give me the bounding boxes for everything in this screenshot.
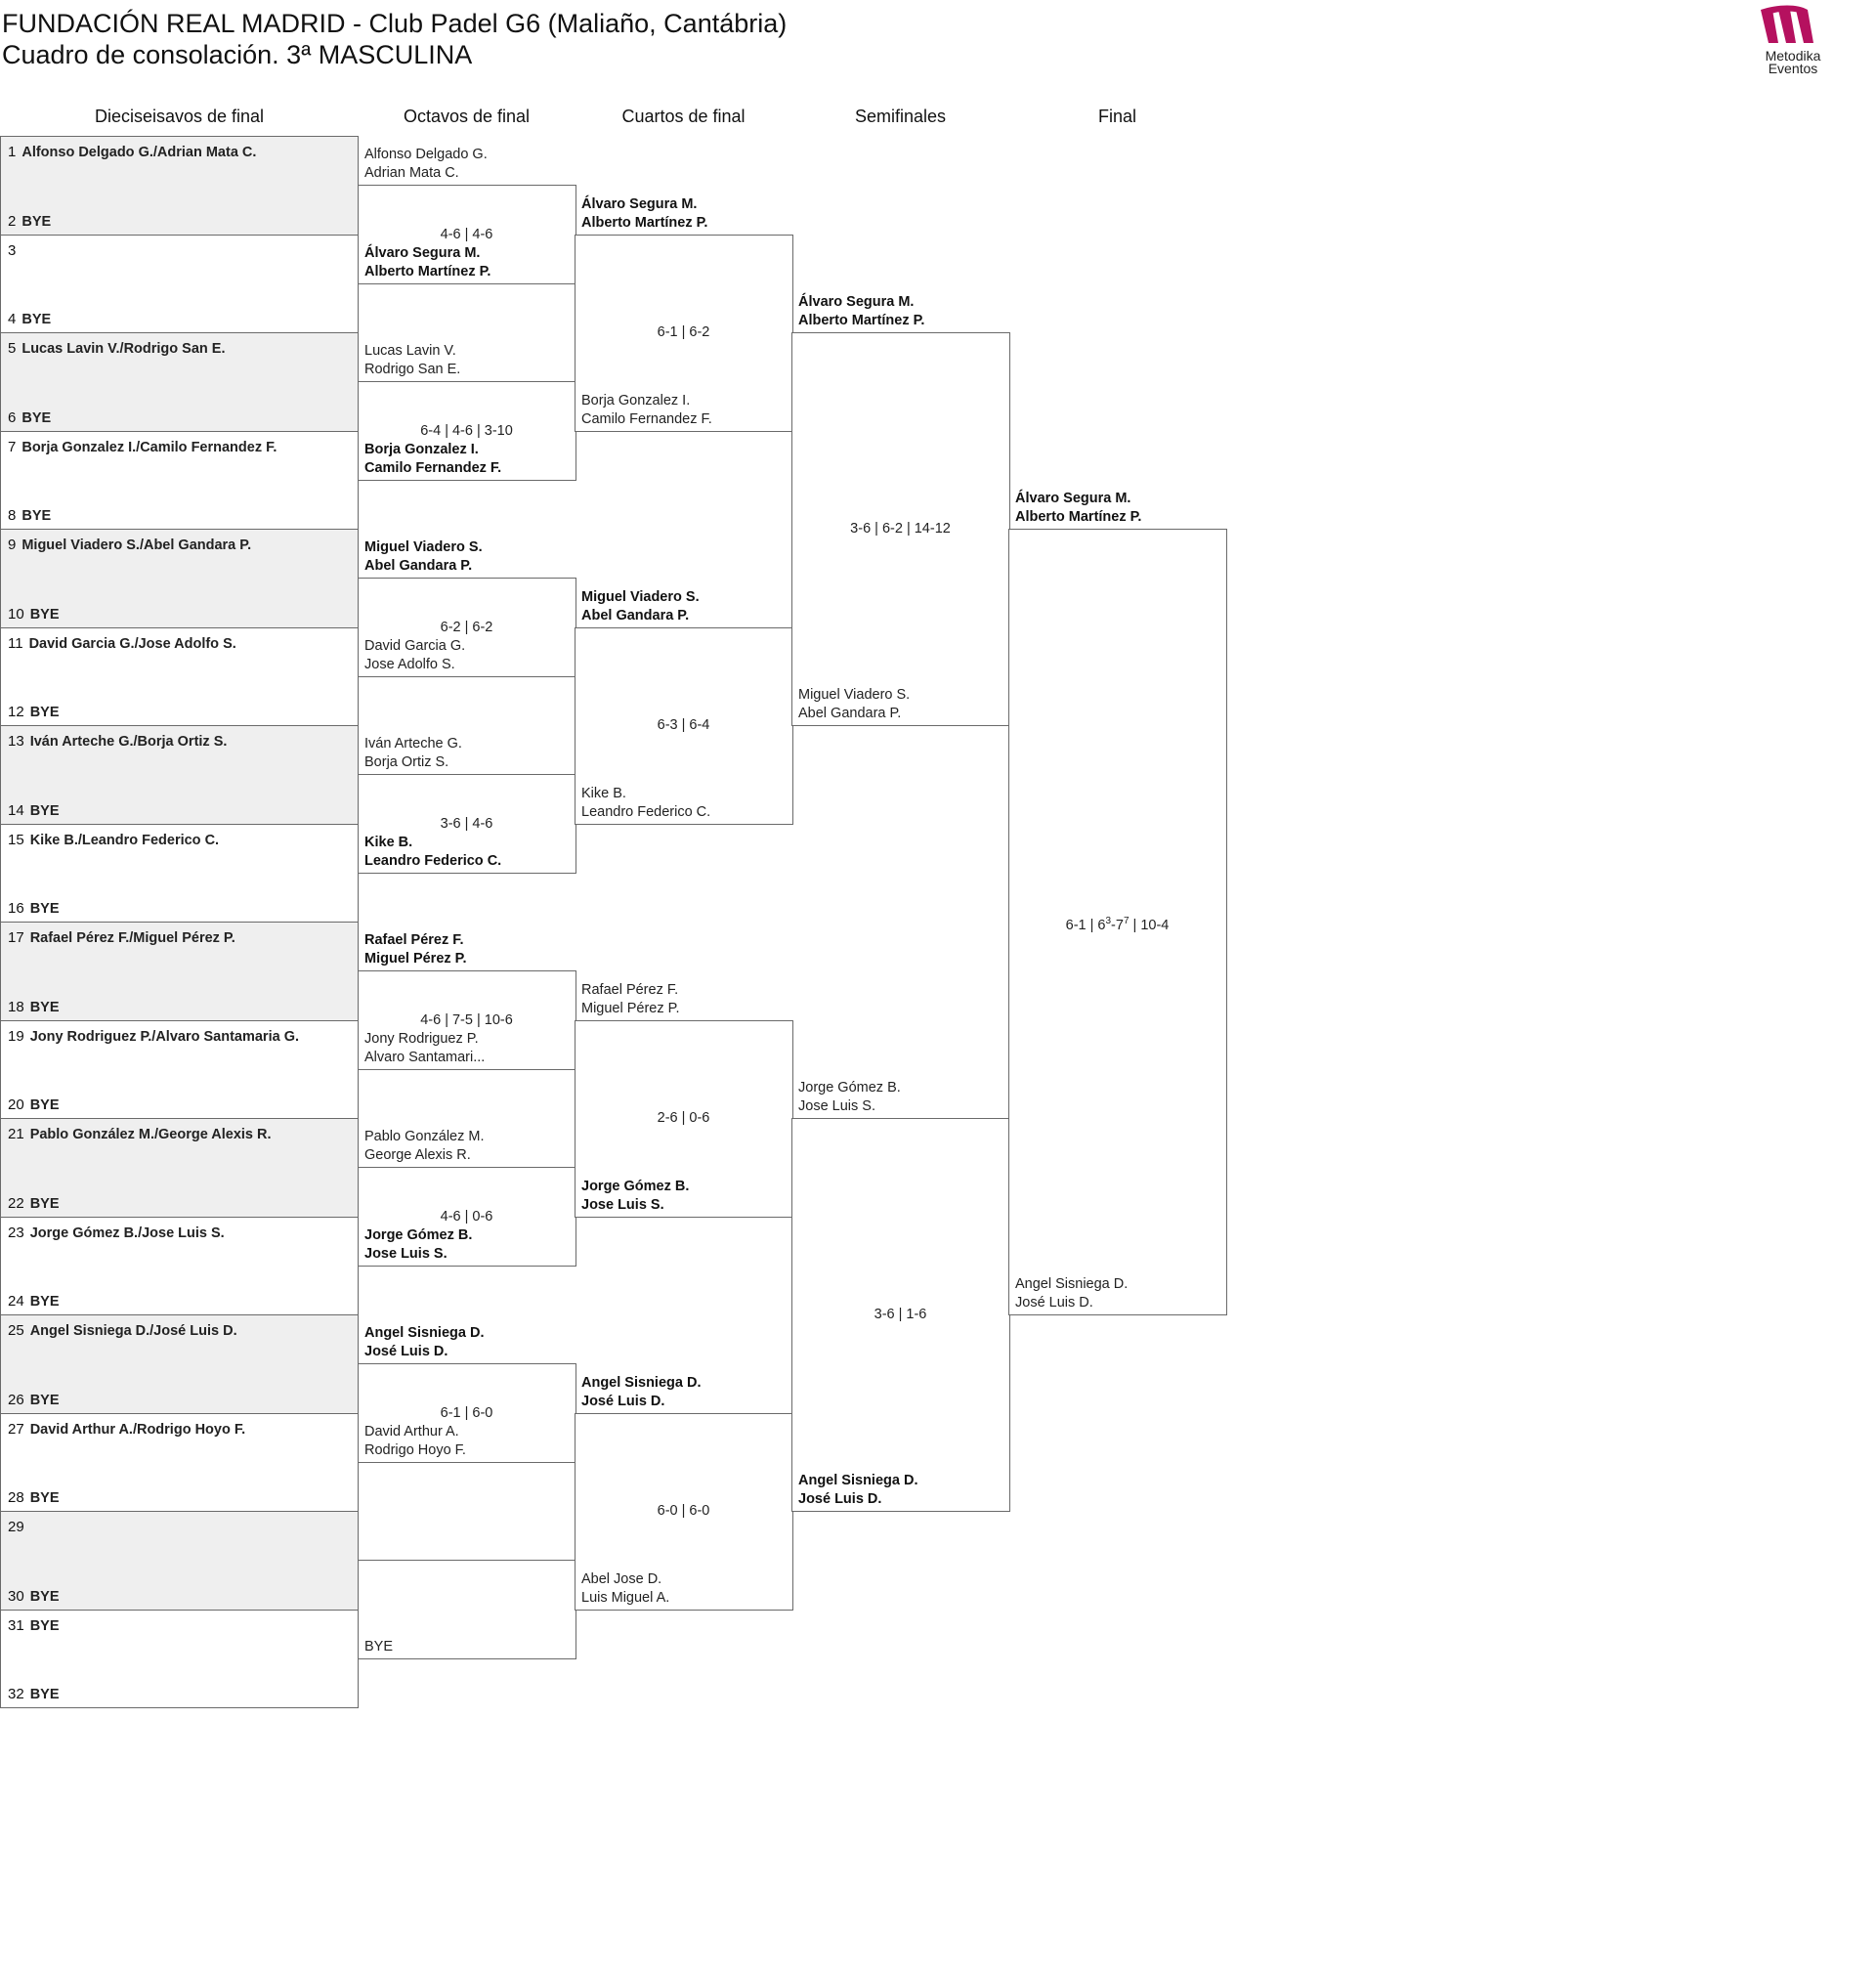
team-name — [581, 981, 679, 1018]
player-name: Abel Gandara P. — [581, 607, 690, 623]
player-name: Jose Adolfo S. — [364, 656, 455, 672]
seed-number: 14 — [8, 801, 24, 819]
player-name: Lucas Lavin V. — [364, 343, 456, 360]
player-name: Miguel Pérez P. — [581, 1000, 680, 1016]
team-name — [798, 293, 924, 330]
seed-number: 31 — [8, 1616, 24, 1634]
seed-number: 11 — [8, 634, 23, 652]
player-name: Alberto Martínez P. — [581, 214, 708, 231]
team-name — [581, 392, 712, 429]
r1-slot — [8, 1096, 60, 1114]
match-score: 6-3 | 6-4 — [657, 717, 710, 733]
r1-match — [0, 431, 359, 531]
player-name: Rafael Pérez F. — [364, 932, 464, 949]
team-name — [581, 785, 710, 822]
player-name: Abel Jose D. — [581, 1570, 662, 1587]
r1-match — [0, 1413, 359, 1513]
match-score: 4-6 | 7-5 | 10-6 — [420, 1011, 513, 1028]
r1-match — [0, 1610, 359, 1709]
seed-number: 4 — [8, 311, 17, 327]
team-name — [364, 1638, 393, 1656]
team-name: Angel Sisniega D./José Luis D. — [29, 1323, 237, 1339]
r1-slot — [8, 605, 60, 623]
r1-slot — [8, 212, 52, 231]
team-name — [364, 834, 501, 871]
page-title: FUNDACIÓN REAL MADRID - Club Padel G6 (Maliaño, Cantábria) — [2, 9, 788, 38]
r1-slot — [8, 311, 52, 328]
team-name — [581, 1374, 701, 1411]
team-name — [581, 588, 700, 625]
seed-number: 9 — [8, 537, 17, 553]
round-header-r1: Dieciseisavos de final — [94, 107, 265, 126]
team-name: BYE — [29, 1617, 60, 1634]
metodika-logo — [1739, 4, 1847, 76]
r1-match — [0, 1511, 359, 1611]
tiebreak-score: 7 — [1123, 916, 1130, 926]
player-name: Miguel Pérez P. — [364, 951, 467, 967]
player-name: Borja Ortiz S. — [364, 754, 449, 771]
tiebreak-score: 3 — [1105, 916, 1112, 926]
team-name — [364, 1128, 485, 1165]
player-name: Alberto Martínez P. — [1015, 509, 1142, 525]
team-name: Pablo González M./George Alexis R. — [29, 1127, 272, 1142]
seed-number: 25 — [8, 1322, 24, 1339]
final-score — [1008, 913, 1226, 934]
player-name: Pablo González M. — [364, 1129, 485, 1145]
team-name — [364, 441, 501, 478]
player-name: Jorge Gómez B. — [364, 1226, 473, 1243]
r1-match — [0, 235, 359, 334]
r1-slot — [8, 998, 60, 1016]
player-name: Miguel Viadero S. — [364, 539, 483, 556]
r1-slot — [8, 1027, 300, 1046]
team-name — [364, 342, 460, 379]
team-name: BYE — [21, 213, 52, 230]
r1-slot — [8, 1686, 60, 1703]
team-name — [364, 146, 488, 183]
player-name: Jose Luis S. — [798, 1098, 875, 1114]
seed-number: 32 — [8, 1686, 24, 1702]
r1-slot — [8, 1224, 225, 1242]
seed-number: 24 — [8, 1293, 24, 1310]
r1-slot — [8, 1322, 237, 1340]
seed-number: 20 — [8, 1096, 24, 1113]
team-name: BYE — [29, 1687, 60, 1702]
team-name: BYE — [29, 1588, 60, 1605]
seed-number: 30 — [8, 1587, 24, 1605]
r1-match — [0, 136, 359, 236]
r1-slot — [8, 537, 252, 554]
player-name: Angel Sisniega D. — [798, 1473, 918, 1488]
player-name: Angel Sisniega D. — [581, 1374, 702, 1391]
r1-slot — [8, 1519, 30, 1536]
r1-slot — [8, 704, 60, 721]
r1-slot — [8, 634, 236, 653]
team-name — [798, 1472, 917, 1509]
player-name: Alfonso Delgado G. — [364, 147, 488, 163]
player-name: Álvaro Segura M. — [798, 294, 915, 310]
player-name: George Alexis R. — [364, 1147, 471, 1164]
r1-slot — [8, 438, 277, 456]
r1-slot — [8, 1616, 60, 1635]
seed-number: 16 — [8, 900, 24, 917]
seed-number: 15 — [8, 831, 24, 848]
player-name: José Luis D. — [1015, 1295, 1093, 1311]
team-name — [364, 1423, 466, 1460]
player-name: José Luis D. — [798, 1491, 882, 1507]
team-name: Alfonso Delgado G./Adrian Mata C. — [21, 145, 257, 160]
seed-number: 12 — [8, 704, 24, 720]
r1-slot — [8, 507, 52, 525]
seed-number: 22 — [8, 1194, 24, 1212]
seed-number: 23 — [8, 1224, 24, 1241]
r1-match — [0, 1314, 359, 1414]
team-name: BYE — [21, 409, 52, 426]
r1-match — [0, 1118, 359, 1218]
player-name: Kike B. — [364, 834, 413, 850]
player-name: Rodrigo San E. — [364, 362, 461, 378]
team-name — [581, 1178, 689, 1215]
team-name: Kike B./Leandro Federico C. — [29, 832, 220, 848]
team-name — [364, 244, 490, 281]
player-name: Jony Rodriguez P. — [364, 1030, 479, 1047]
seed-number: 2 — [8, 212, 17, 230]
r1-slot — [8, 1194, 60, 1213]
round-header-r5: Final — [1097, 107, 1136, 126]
r1-slot — [8, 408, 52, 427]
player-name: Angel Sisniega D. — [1015, 1276, 1129, 1292]
player-name: Álvaro Segura M. — [1015, 491, 1131, 506]
team-name — [581, 195, 707, 233]
team-name: BYE — [29, 1392, 60, 1408]
team-name: Borja Gonzalez I./Camilo Fernandez F. — [21, 439, 277, 455]
round-header-r4: Semifinales — [854, 107, 947, 126]
seed-number: 7 — [8, 438, 17, 455]
team-name — [1015, 490, 1141, 527]
seed-number: 3 — [8, 241, 17, 259]
team-name — [364, 637, 465, 674]
svg-text:Eventos: Eventos — [1768, 61, 1818, 76]
team-name: Jony Rodriguez P./Alvaro Santamaria G. — [29, 1028, 300, 1045]
player-name: David Garcia G. — [364, 637, 466, 654]
player-name: Rafael Pérez F. — [581, 981, 679, 998]
r1-match — [0, 529, 359, 628]
match-score: 3-6 | 4-6 — [440, 815, 493, 832]
player-name: José Luis D. — [364, 1344, 448, 1360]
team-name: Rafael Pérez F./Miguel Pérez P. — [29, 930, 235, 946]
r1-slot — [8, 801, 60, 820]
player-name: Leandro Federico C. — [364, 852, 502, 869]
r1-slot — [8, 340, 226, 358]
match-score: 3-6 | 6-2 | 14-12 — [850, 521, 951, 537]
team-name — [581, 1570, 669, 1608]
r1-slot — [8, 1587, 60, 1606]
seed-number: 21 — [8, 1126, 24, 1142]
r1-slot — [8, 831, 220, 849]
team-name: Miguel Viadero S./Abel Gandara P. — [21, 537, 252, 553]
player-name: Camilo Fernandez F. — [364, 459, 502, 476]
page-subtitle: Cuadro de consolación. 3ª MASCULINA — [2, 40, 473, 69]
seed-number: 1 — [8, 144, 17, 160]
r1-slot — [8, 929, 235, 947]
svg-text:Metodika: Metodika — [1765, 48, 1821, 64]
r1-match — [0, 725, 359, 825]
player-name: Álvaro Segura M. — [581, 195, 698, 212]
player-name: Alvaro Santamari... — [364, 1049, 486, 1065]
match-score: 2-6 | 0-6 — [657, 1110, 710, 1126]
seed-number: 8 — [8, 507, 17, 524]
player-name: Rodrigo Hoyo F. — [364, 1441, 466, 1458]
player-name: Camilo Fernandez F. — [581, 410, 712, 427]
team-name: Iván Arteche G./Borja Ortiz S. — [29, 734, 228, 750]
match-score: 4-6 | 4-6 — [440, 226, 493, 242]
player-name: Leandro Federico C. — [581, 803, 711, 820]
seed-number: 28 — [8, 1489, 24, 1506]
seed-number: 6 — [8, 408, 17, 426]
r1-match — [0, 1020, 359, 1120]
round-header-r3: Cuartos de final — [621, 107, 746, 126]
seed-number: 26 — [8, 1391, 24, 1408]
r1-slot — [8, 1489, 60, 1507]
team-name: BYE — [21, 312, 52, 327]
player-name: Borja Gonzalez I. — [581, 392, 691, 408]
set-score: -7 — [1111, 917, 1124, 933]
player-name: José Luis D. — [581, 1393, 665, 1409]
team-name: Jorge Gómez B./Jose Luis S. — [29, 1225, 225, 1241]
team-name: BYE — [29, 606, 60, 623]
seed-number: 13 — [8, 733, 24, 750]
team-name — [364, 1226, 472, 1264]
match-score: 6-1 | 6-2 — [657, 324, 710, 340]
player-name: Alberto Martínez P. — [798, 313, 925, 328]
r1-slot — [8, 1293, 60, 1311]
player-name: Luis Miguel A. — [581, 1589, 670, 1606]
r1-match — [0, 824, 359, 924]
team-name — [798, 1079, 901, 1116]
match-score: 4-6 | 0-6 — [440, 1208, 493, 1225]
seed-number: 27 — [8, 1420, 24, 1438]
player-name: Angel Sisniega D. — [364, 1325, 485, 1342]
r1-match — [0, 922, 359, 1021]
team-name — [798, 686, 910, 723]
team-name — [364, 1324, 484, 1361]
match-score: 6-4 | 4-6 | 3-10 — [420, 422, 513, 439]
team-name: BYE — [29, 1294, 60, 1310]
team-name: BYE — [29, 1097, 60, 1113]
player-name: Jorge Gómez B. — [798, 1080, 901, 1096]
r1-slot — [8, 733, 228, 751]
team-name: David Arthur A./Rodrigo Hoyo F. — [29, 1421, 246, 1438]
player-name: Alberto Martínez P. — [364, 263, 491, 279]
seed-number: 5 — [8, 340, 17, 357]
team-name — [364, 538, 483, 576]
team-name: BYE — [29, 705, 60, 720]
match-score: 6-2 | 6-2 — [440, 619, 493, 635]
team-name: BYE — [29, 802, 60, 819]
team-name: BYE — [29, 1195, 60, 1212]
match-score: 3-6 | 1-6 — [874, 1307, 927, 1322]
seed-number: 29 — [8, 1519, 24, 1535]
seed-number: 19 — [8, 1027, 24, 1045]
player-name: Iván Arteche G. — [364, 736, 462, 752]
r1-slot — [8, 1391, 60, 1409]
team-name: BYE — [29, 999, 60, 1015]
team-name: BYE — [29, 901, 60, 917]
player-name: Adrian Mata C. — [364, 165, 459, 182]
player-name: Miguel Viadero S. — [581, 588, 700, 605]
player-name: Miguel Viadero S. — [798, 687, 911, 703]
player-name: Abel Gandara P. — [364, 558, 473, 575]
team-name: David Garcia G./Jose Adolfo S. — [28, 635, 236, 652]
player-name: BYE — [364, 1638, 394, 1655]
r1-slot — [8, 900, 60, 918]
set-score: | 10-4 — [1129, 917, 1170, 933]
r1-match — [0, 332, 359, 432]
match-score: 6-0 | 6-0 — [657, 1503, 710, 1519]
team-name — [364, 735, 462, 772]
r1-slot — [8, 1420, 246, 1439]
team-name — [364, 1030, 485, 1067]
round-header-r2: Octavos de final — [403, 107, 531, 126]
seed-number: 10 — [8, 605, 24, 623]
team-name — [364, 931, 467, 968]
match-score: 6-1 | 6-0 — [440, 1404, 493, 1421]
player-name: David Arthur A. — [364, 1423, 459, 1440]
team-name: BYE — [21, 508, 52, 524]
seed-number: 18 — [8, 998, 24, 1015]
r1-slot — [8, 242, 21, 260]
player-name: Jose Luis S. — [364, 1245, 448, 1262]
r1-match — [0, 627, 359, 727]
r1-slot — [8, 144, 257, 161]
team-name: Lucas Lavin V./Rodrigo San E. — [21, 341, 226, 357]
team-name: BYE — [29, 1490, 60, 1506]
player-name: Álvaro Segura M. — [364, 244, 481, 261]
player-name: Abel Gandara P. — [798, 706, 902, 721]
team-name — [1015, 1275, 1128, 1312]
player-name: Jose Luis S. — [581, 1196, 664, 1213]
seed-number: 17 — [8, 929, 24, 946]
r1-match — [0, 1217, 359, 1316]
r1-slot — [8, 1126, 272, 1143]
player-name: Kike B. — [581, 785, 626, 801]
player-name: Borja Gonzalez I. — [364, 441, 479, 457]
player-name: Jorge Gómez B. — [581, 1178, 690, 1194]
set-score: 6-1 | 6 — [1065, 917, 1106, 933]
